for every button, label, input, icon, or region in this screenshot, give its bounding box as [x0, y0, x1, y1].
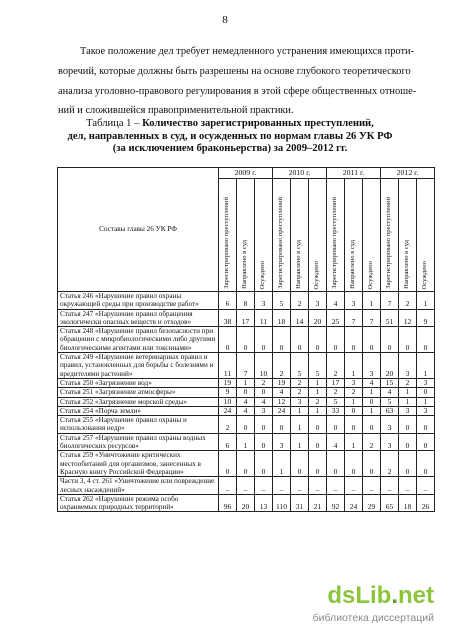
value-cell: 26	[417, 494, 435, 512]
value-cell: 3	[399, 406, 417, 415]
value-cell: 31	[291, 494, 309, 512]
value-cell: 1	[345, 433, 363, 451]
value-cell: 110	[273, 494, 291, 512]
subcolumn-header: Направлено в суд	[399, 179, 417, 292]
value-cell: –	[219, 477, 237, 495]
value-cell: 4	[273, 388, 291, 397]
value-cell: 3	[417, 378, 435, 387]
value-cell: –	[417, 477, 435, 495]
value-cell: 0	[273, 416, 291, 434]
dslib-subtitle: библиотека диссертаций	[312, 612, 434, 624]
value-cell: 0	[309, 416, 327, 434]
article-name-cell: Статья 252 «Загрязнение морской среды»	[58, 397, 219, 406]
value-cell: 9	[219, 388, 237, 397]
value-cell: 21	[309, 494, 327, 512]
paragraph-line: воречий, которые должны быть разрешены на основе глубокого теоретического	[58, 65, 411, 77]
year-header: 2010 г.	[273, 168, 327, 179]
value-cell: 5	[327, 397, 345, 406]
value-cell: 0	[345, 451, 363, 477]
value-cell: 24	[345, 494, 363, 512]
value-cell: 2	[345, 388, 363, 397]
paragraph-line: анализа уголовно-правового регулирования в этой сфере общественных отноше-	[58, 85, 417, 97]
value-cell: –	[327, 477, 345, 495]
value-cell: 1	[363, 388, 381, 397]
table-row	[58, 451, 435, 477]
value-cell: 2	[327, 388, 345, 397]
article-name-cell: Статья 248 «Нарушение правил безопасности при обращении с микробиологическими либо другими биологическими агентами или токсинами»	[58, 327, 219, 353]
value-cell: 3	[291, 397, 309, 406]
value-cell: 6	[219, 292, 237, 310]
table-corner-header: Составы главы 26 УК РФ	[58, 168, 219, 292]
value-cell: 2	[219, 416, 237, 434]
value-cell: 0	[219, 451, 237, 477]
value-cell: 0	[399, 416, 417, 434]
subcolumn-header: Осуждено	[417, 179, 435, 292]
value-cell: 1	[291, 416, 309, 434]
value-cell: 0	[309, 451, 327, 477]
value-cell: 0	[327, 451, 345, 477]
subcolumn-header: Осуждено	[363, 179, 381, 292]
value-cell: 1	[309, 388, 327, 397]
table-row	[58, 309, 435, 327]
value-cell: 0	[363, 397, 381, 406]
value-cell: 1	[273, 451, 291, 477]
article-name-cell: Статья 247 «Нарушение правил обращения экологически опасных веществ и отходов»	[58, 309, 219, 327]
value-cell: 0	[255, 451, 273, 477]
value-cell: 0	[219, 327, 237, 353]
value-cell: 1	[309, 406, 327, 415]
value-cell: 96	[219, 494, 237, 512]
value-cell: 7	[381, 292, 399, 310]
value-cell: 1	[309, 378, 327, 387]
article-name-cell: Статья 262 «Нарушение режима особо охраняемых природных территорий»	[58, 494, 219, 512]
subcolumn-header: Зарегистрировано преступлений	[381, 179, 399, 292]
value-cell: 2	[363, 433, 381, 451]
value-cell: 0	[381, 327, 399, 353]
value-cell: –	[345, 477, 363, 495]
article-name-cell: Статья 254 «Порча земли»	[58, 406, 219, 415]
value-cell: 7	[363, 309, 381, 327]
caption-title-line3: (за исключением браконьерства) за 2009–2012 гг.	[112, 143, 348, 155]
value-cell: 1	[399, 397, 417, 406]
value-cell: 24	[219, 406, 237, 415]
value-cell: 12	[399, 309, 417, 327]
year-header: 2009 г.	[219, 168, 273, 179]
value-cell: 1	[345, 353, 363, 379]
value-cell: 2	[309, 397, 327, 406]
subcolumn-header: Зарегистрировано преступлений	[273, 179, 291, 292]
value-cell: 0	[399, 451, 417, 477]
value-cell: 0	[309, 327, 327, 353]
value-cell: –	[399, 477, 417, 495]
value-cell: 20	[381, 353, 399, 379]
value-cell: 1	[417, 397, 435, 406]
body-paragraph	[58, 42, 418, 121]
value-cell: 10	[255, 353, 273, 379]
table-row	[58, 292, 435, 310]
value-cell: 0	[327, 327, 345, 353]
value-cell: 3	[417, 406, 435, 415]
subcolumn-header: Направлено в суд	[345, 179, 363, 292]
value-cell: 2	[399, 292, 417, 310]
value-cell: 0	[417, 416, 435, 434]
article-name-cell: Статья 246 «Нарушение правил охраны окружающей среды при производстве работ»	[58, 292, 219, 310]
value-cell: 3	[363, 353, 381, 379]
value-cell: 3	[255, 292, 273, 310]
value-cell: 0	[327, 416, 345, 434]
value-cell: 5	[309, 353, 327, 379]
value-cell: 5	[273, 292, 291, 310]
value-cell: 2	[327, 353, 345, 379]
value-cell: 10	[219, 397, 237, 406]
value-cell: 33	[327, 406, 345, 415]
value-cell: 15	[381, 378, 399, 387]
value-cell: 0	[417, 451, 435, 477]
value-cell: 0	[345, 406, 363, 415]
value-cell: –	[273, 477, 291, 495]
value-cell: 20	[309, 309, 327, 327]
value-cell: 11	[255, 309, 273, 327]
value-cell: 0	[291, 327, 309, 353]
value-cell: 20	[237, 494, 255, 512]
value-cell: 2	[399, 378, 417, 387]
value-cell: 24	[273, 406, 291, 415]
value-cell: 0	[345, 327, 363, 353]
table-row	[58, 397, 435, 406]
value-cell: 2	[273, 353, 291, 379]
value-cell: –	[309, 477, 327, 495]
value-cell: 2	[291, 388, 309, 397]
value-cell: 25	[327, 309, 345, 327]
table-row	[58, 494, 435, 512]
year-header: 2012 г.	[381, 168, 435, 179]
caption-title-line1: Количество зарегистрированных преступлений,	[142, 118, 374, 129]
subcolumn-header: Направлено в суд	[237, 179, 255, 292]
value-cell: 0	[237, 451, 255, 477]
statistics-table	[57, 167, 435, 512]
value-cell: 3	[345, 292, 363, 310]
caption-title-line2: дел, направленных в суд, и осужденных по нормам главы 26 УК РФ	[67, 130, 393, 142]
value-cell: 1	[417, 292, 435, 310]
value-cell: 0	[363, 451, 381, 477]
value-cell: 18	[399, 494, 417, 512]
value-cell: 0	[237, 388, 255, 397]
value-cell: 0	[237, 416, 255, 434]
value-cell: 1	[291, 433, 309, 451]
paragraph-line: Такое положение дел требует немедленного устранения имеющихся проти-	[80, 46, 415, 57]
value-cell: –	[237, 477, 255, 495]
value-cell: –	[255, 477, 273, 495]
value-cell: 5	[291, 353, 309, 379]
value-cell: 18	[273, 309, 291, 327]
paragraph-line: ний и сложившейся правоприменительной практики.	[58, 105, 294, 117]
value-cell: 4	[363, 378, 381, 387]
article-name-cell: Статья 250 «Загрязнение вод»	[58, 378, 219, 387]
value-cell: 7	[345, 309, 363, 327]
value-cell: 4	[327, 433, 345, 451]
value-cell: 0	[237, 327, 255, 353]
value-cell: 0	[255, 327, 273, 353]
value-cell: 3	[255, 406, 273, 415]
article-name-cell: Статья 257 «Нарушение правил охраны водных биологических ресурсов»	[58, 433, 219, 451]
value-cell: 8	[237, 292, 255, 310]
dslib-logo: dsLib.net	[327, 582, 434, 609]
value-cell: 0	[345, 416, 363, 434]
value-cell: 9	[417, 309, 435, 327]
value-cell: –	[381, 477, 399, 495]
value-cell: 0	[291, 451, 309, 477]
value-cell: 0	[363, 416, 381, 434]
table-row	[58, 327, 435, 353]
value-cell: 19	[219, 378, 237, 387]
value-cell: 0	[363, 327, 381, 353]
table-row	[58, 416, 435, 434]
value-cell: 0	[309, 433, 327, 451]
value-cell: 4	[255, 397, 273, 406]
value-cell: 2	[291, 292, 309, 310]
value-cell: 0	[255, 388, 273, 397]
value-cell: 7	[237, 353, 255, 379]
value-cell: 6	[219, 433, 237, 451]
page-number: 8	[222, 14, 228, 26]
article-name-cell: Статья 259 «Уничтожение критических местообитаний для организмов, занесенных в Красную книгу Российской Федерации»	[58, 451, 219, 477]
table-row	[58, 477, 435, 495]
subcolumn-header: Направлено в суд	[291, 179, 309, 292]
table-row	[58, 353, 435, 379]
value-cell: 2	[255, 378, 273, 387]
value-cell: 1	[237, 433, 255, 451]
value-cell: 0	[399, 327, 417, 353]
table-row	[58, 433, 435, 451]
value-cell: 1	[291, 406, 309, 415]
value-cell: 4	[327, 292, 345, 310]
caption-prefix: Таблица 1 –	[86, 118, 143, 129]
value-cell: 92	[327, 494, 345, 512]
value-cell: 3	[381, 433, 399, 451]
value-cell: 3	[345, 378, 363, 387]
subcolumn-header: Зарегистрировано преступлений	[219, 179, 237, 292]
value-cell: 3	[273, 433, 291, 451]
value-cell: –	[291, 477, 309, 495]
value-cell: 1	[417, 353, 435, 379]
value-cell: –	[363, 477, 381, 495]
value-cell: 17	[237, 309, 255, 327]
value-cell: 12	[273, 397, 291, 406]
value-cell: 17	[327, 378, 345, 387]
value-cell: 63	[381, 406, 399, 415]
value-cell: 11	[219, 353, 237, 379]
value-cell: 13	[255, 494, 273, 512]
subcolumn-header: Зарегистрировано преступлений	[327, 179, 345, 292]
value-cell: 4	[381, 388, 399, 397]
value-cell: 1	[237, 378, 255, 387]
value-cell: 1	[345, 397, 363, 406]
value-cell: 0	[417, 433, 435, 451]
value-cell: 19	[273, 378, 291, 387]
value-cell: 4	[237, 406, 255, 415]
value-cell: 5	[381, 397, 399, 406]
value-cell: 0	[255, 433, 273, 451]
value-cell: 51	[381, 309, 399, 327]
value-cell: 3	[381, 416, 399, 434]
value-cell: 38	[219, 309, 237, 327]
article-name-cell: Части 3, 4 ст. 261 «Уничтожение или повреждение лесных насаждений»	[58, 477, 219, 495]
year-header: 2011 г.	[327, 168, 381, 179]
value-cell: 65	[381, 494, 399, 512]
value-cell: 2	[381, 451, 399, 477]
table-row	[58, 388, 435, 397]
value-cell: 1	[363, 406, 381, 415]
article-name-cell: Статья 255 «Нарушение правил охраны и использования недр»	[58, 416, 219, 434]
article-name-cell: Статья 249 «Нарушение ветеринарных правил и правил, установленных для борьбы с болезнями и вредителями растений»	[58, 353, 219, 379]
value-cell: 1	[399, 388, 417, 397]
article-name-cell: Статья 251 «Загрязнение атмосферы»	[58, 388, 219, 397]
value-cell: 0	[399, 433, 417, 451]
subcolumn-header: Осуждено	[255, 179, 273, 292]
value-cell: 2	[291, 378, 309, 387]
value-cell: 1	[363, 292, 381, 310]
subcolumn-header: Осуждено	[309, 179, 327, 292]
value-cell: 14	[291, 309, 309, 327]
value-cell: 0	[273, 327, 291, 353]
table-row	[58, 406, 435, 415]
value-cell: 0	[417, 327, 435, 353]
value-cell: 29	[363, 494, 381, 512]
table-caption	[30, 118, 430, 156]
value-cell: 3	[399, 353, 417, 379]
value-cell: 0	[255, 416, 273, 434]
dslib-watermark	[284, 582, 434, 628]
value-cell: 4	[237, 397, 255, 406]
value-cell: 0	[417, 388, 435, 397]
value-cell: 3	[309, 292, 327, 310]
